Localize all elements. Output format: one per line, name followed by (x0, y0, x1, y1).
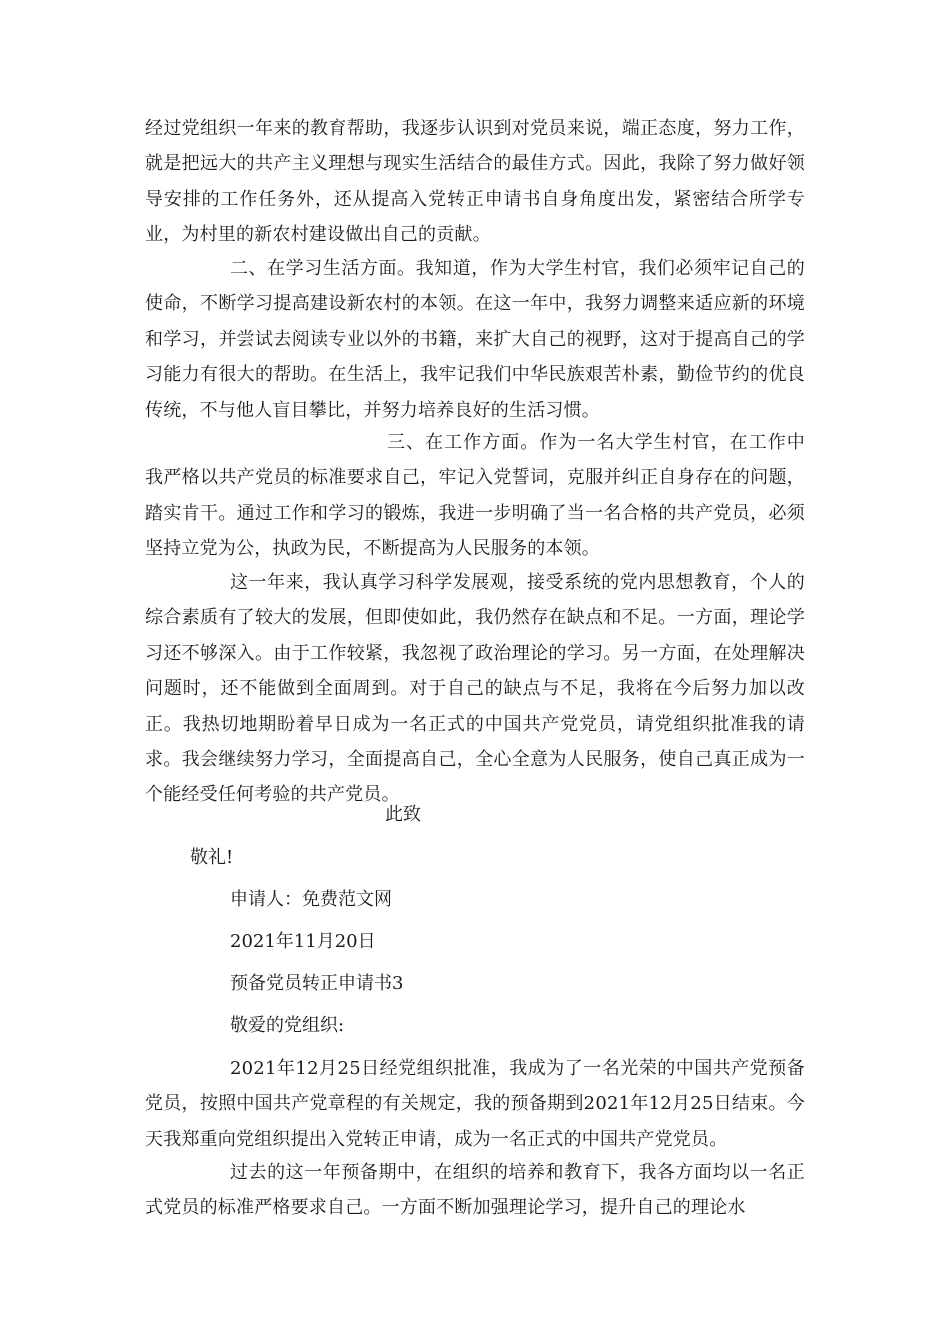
applicant-line: 申请人：免费范文网 (230, 889, 392, 910)
paragraph-1: 经过党组织一年来的教育帮助，我逐步认识到对党员来说，端正态度，努力工作，就是把远大的共产主义理想与现实生活结合的最佳方式。因此，我除了努力做好领导安排的工作任务外，还从提高入党转正申请书自身角度出发，紧密结合所学专业，为村里的新农村建设做出自己的贡献。 (145, 118, 805, 246)
paragraph-2: 二、在学习生活方面。我知道，作为大学生村官，我们必须牢记自己的使命，不断学习提高建设新农村的本领。在这一年中，我努力调整来适应新的环境和学习，并尝试去阅读专业以外的书籍，来扩大自己的视野，这对于提高自己的学习能力有很大的帮助。在生活上，我牢记我们中华民族艰苦朴素，勤俭节约的优良传统，不与他人盲目攀比，并努力培养良好的生活习惯。 (145, 258, 805, 421)
paragraph-6: 过去的这一年预备期中，在组织的培养和教育下，我各方面均以一名正式党员的标准严格要求自己。一方面不断加强理论学习，提升自己的理论水 (145, 1162, 805, 1219)
paragraph-5: 2021年12月25日经党组织批准，我成为了一名光荣的中国共产党预备党员，按照中国共产党章程的有关规定，我的预备期到2021年12月25日结束。今天我郑重向党组织提出入党转正申请，成为一名正式的中国共产党党员。 (145, 1058, 805, 1150)
next-document-title: 预备党员转正申请书3 (230, 973, 404, 994)
salute-line: 敬礼! (190, 847, 234, 868)
greeting-line: 敬爱的党组织: (230, 1015, 345, 1036)
paragraph-4: 这一年来，我认真学习科学发展观，接受系统的党内思想教育，个人的综合素质有了较大的发展，但即使如此，我仍然存在缺点和不足。一方面，理论学习还不够深入。由于工作较紧，我忽视了政治理论的学习。另一方面，在处理解决问题时，还不能做到全面周到。对于自己的缺点与不足，我将在今后努力加以改正。我热切地期盼着早日成为一名正式的中国共产党党员，请党组织批准我的请求。我会继续努力学习，全面提高自己，全心全意为人民服务，使自己真正成为一个能经受任何考验的共产党员。 (145, 572, 805, 806)
closing-line: 此致 (385, 804, 421, 825)
paragraph-3: 三、在工作方面。作为一名大学生村官，在工作中我严格以共产党员的标准要求自己，牢记入党誓词，克服并纠正自身存在的问题，踏实肯干。通过工作和学习的锻炼，我进一步明确了当一名合格的共产党员，必须坚持立党为公，执政为民，不断提高为人民服务的本领。 (145, 432, 805, 560)
date-line: 2021年11月20日 (230, 931, 376, 952)
